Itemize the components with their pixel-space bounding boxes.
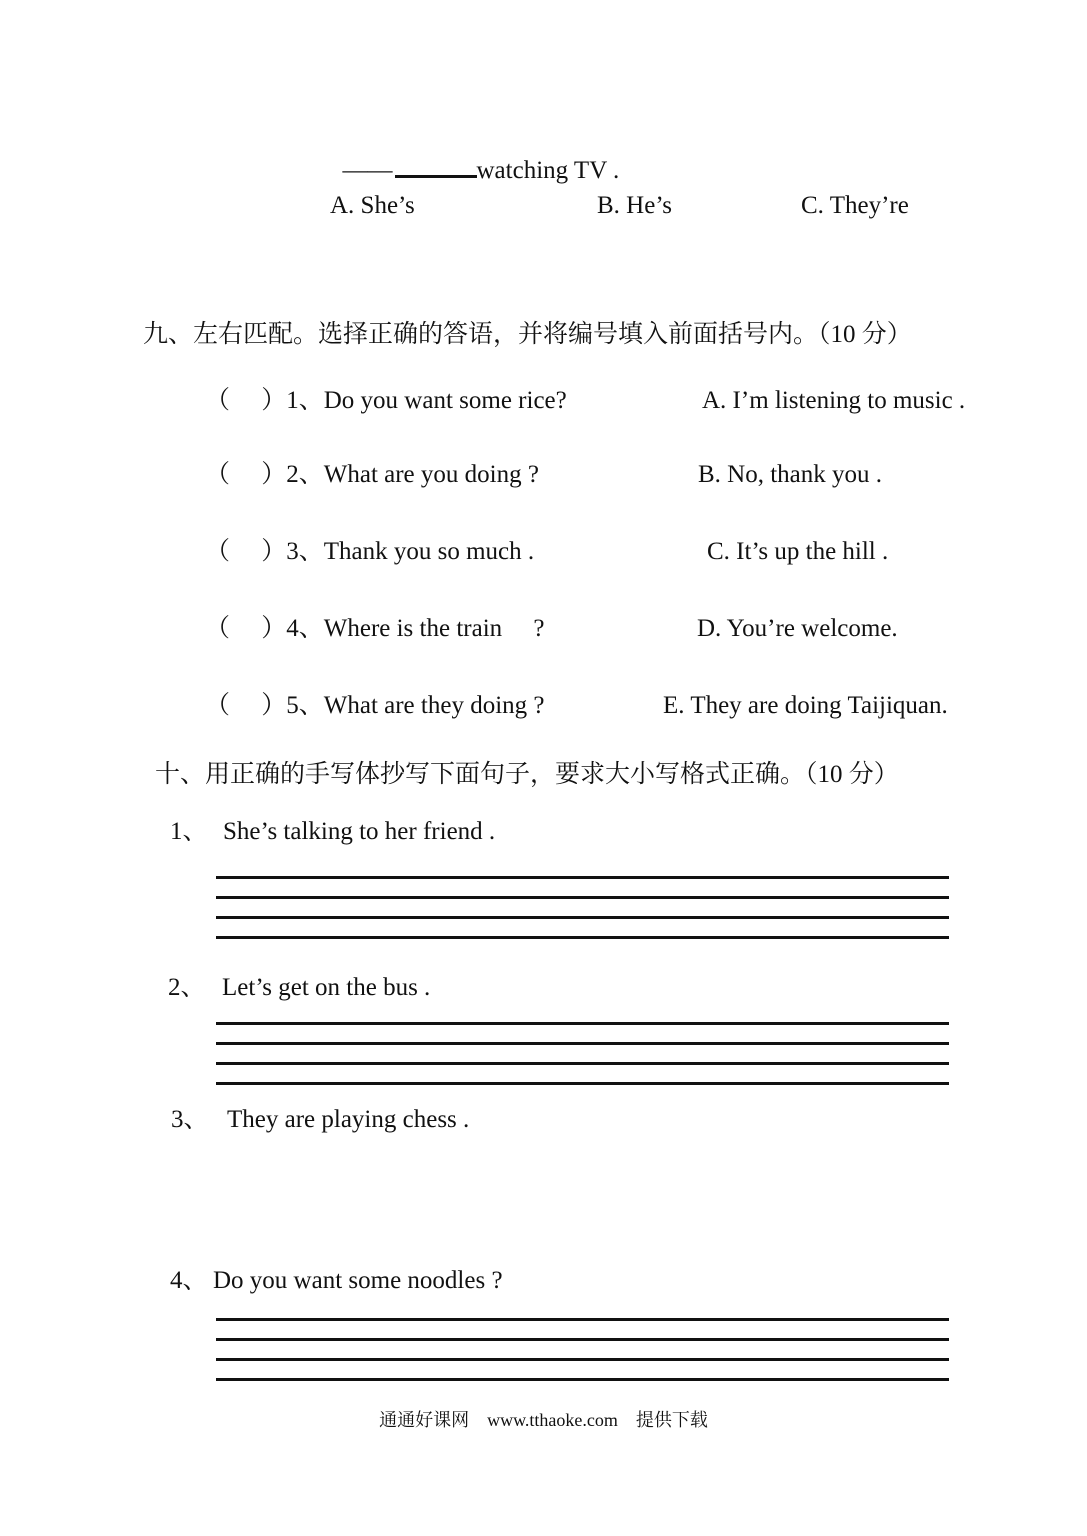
q8-option-a: A. She’s <box>330 192 415 219</box>
section10-title: 十、用正确的手写体抄写下面句子，要求大小写格式正确。（10 分） <box>155 761 899 788</box>
q8-option-c: C. They’re <box>801 192 909 219</box>
match-answer-e: E. They are doing Taijiquan. <box>663 692 948 719</box>
copy-item-3-number: 3、 <box>171 1106 209 1133</box>
match-answer-d: D. You’re welcome. <box>697 615 898 642</box>
copy-item-1-text: She’s talking to her friend . <box>223 818 496 845</box>
q8-option-b: B. He’s <box>597 192 672 219</box>
match-answer-c: C. It’s up the hill . <box>707 538 889 565</box>
match-question-1: （ ）1、Do you want some rice? <box>205 387 567 414</box>
copy-item-4-text: Do you want some noodles ? <box>213 1267 503 1294</box>
copy-item-4-number: 4、 <box>170 1267 208 1294</box>
match-answer-b: B. No, thank you . <box>698 461 883 488</box>
match-question-3: （ ）3、Thank you so much . <box>205 538 535 565</box>
q8-suffix: watching TV . <box>476 157 620 184</box>
match-answer-a: A. I’m listening to music . <box>702 387 966 414</box>
copy-item-2-text: Let’s get on the bus . <box>222 974 431 1001</box>
page-footer: 通通好课网 www.tthaoke.com 提供下载 <box>379 1410 708 1430</box>
copy-item-1-number: 1、 <box>170 818 208 845</box>
match-question-2: （ ）2、What are you doing ? <box>205 461 539 488</box>
q8-blank <box>395 155 477 178</box>
match-question-5: （ ）5、What are they doing ? <box>205 692 545 719</box>
section9-title: 九、左右匹配。选择正确的答语，并将编号填入前面括号内。（10 分） <box>143 321 912 348</box>
match-question-4: （ ）4、Where is the train ? <box>205 615 545 642</box>
q8-answer-line <box>330 125 619 186</box>
q8-dash: —— <box>342 157 393 184</box>
copy-item-2-number: 2、 <box>168 974 206 1001</box>
copy-item-3-text: They are playing chess . <box>227 1106 470 1133</box>
